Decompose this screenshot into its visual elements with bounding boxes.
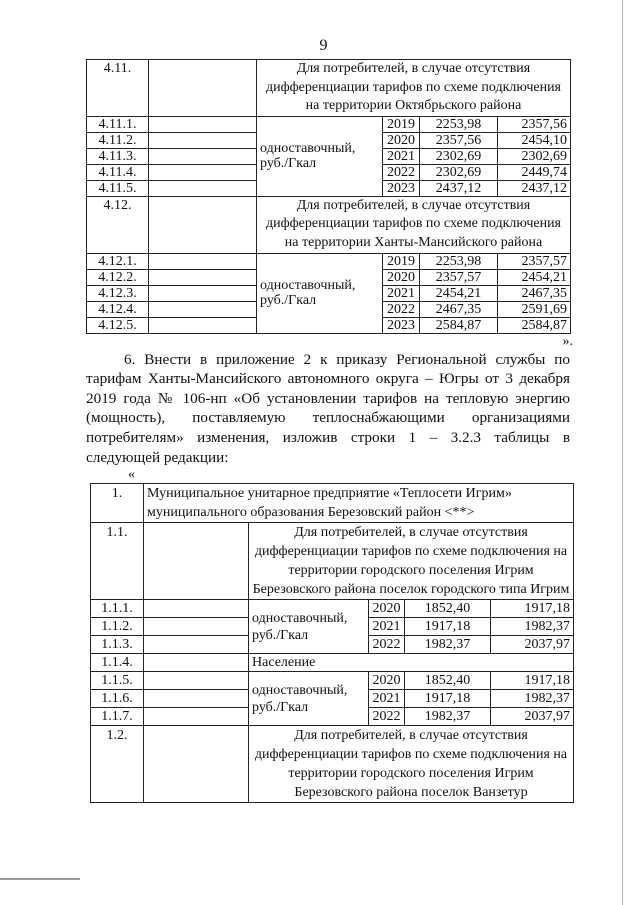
row-number: 4.11.4.	[87, 164, 149, 180]
section-number: 4.11.	[87, 60, 149, 117]
row-number: 4.11.2.	[87, 132, 149, 148]
value-second-half: 2437,12	[498, 180, 571, 196]
scan-edge-bottom	[0, 878, 80, 880]
section-title: Для потребителей, в случае отсутствия дифференциации тарифов по схеме подключения на территории городского поселения Игрим Березовского района поселок городского типа Игрим	[249, 523, 574, 600]
row-number: 4.12.1.	[87, 253, 149, 269]
value-second-half: 2454,10	[498, 132, 571, 148]
amendment-paragraph: 6. Внести в приложение 2 к приказу Региональной службы по тарифам Ханты-Мансийского автономного округа – Югры от 3 декабря 2019 года № 106-нп «Об установлении тарифов на тепловую энергию (мощность), поставляемую теплоснабжающими организациями потребителям» изменения, изложив строки 1 – 3.2.3 таблицы в следующей редакции:	[86, 350, 570, 466]
row-number: 1.1.4.	[91, 654, 144, 672]
org-name: Муниципальное унитарное предприятие «Теплосети Игрим» муниципального образования Березовский район <**>	[144, 484, 574, 523]
empty-cell	[149, 196, 257, 253]
year-cell: 2021	[383, 148, 420, 164]
row-number: 1.1.2.	[91, 618, 144, 636]
value-second-half: 2584,87	[498, 317, 571, 333]
value-second-half: 1917,18	[491, 600, 574, 618]
year-cell: 2022	[369, 636, 405, 654]
year-cell: 2021	[383, 285, 420, 301]
year-cell: 2023	[383, 180, 420, 196]
empty-cell	[144, 600, 249, 618]
year-cell: 2022	[383, 301, 420, 317]
tariff-table-1	[86, 59, 571, 334]
year-cell: 2020	[369, 600, 405, 618]
scan-edge	[622, 0, 623, 905]
empty-cell	[149, 148, 257, 164]
empty-cell	[144, 726, 249, 803]
table-row	[91, 654, 574, 672]
row-number: 4.11.1.	[87, 116, 149, 132]
value-first-half: 1982,37	[405, 636, 491, 654]
year-cell: 2019	[383, 253, 420, 269]
document-body	[86, 36, 573, 803]
table-row	[87, 196, 571, 253]
value-first-half: 2454,21	[420, 285, 498, 301]
empty-cell	[149, 180, 257, 196]
row-number: 1.1.6.	[91, 690, 144, 708]
value-first-half: 2584,87	[420, 317, 498, 333]
empty-cell	[149, 164, 257, 180]
empty-cell	[149, 253, 257, 269]
value-first-half: 1852,40	[405, 672, 491, 690]
table-row	[87, 60, 571, 117]
unit-cell: одноставочный, руб./Гкал	[249, 672, 369, 726]
value-first-half: 1917,18	[405, 690, 491, 708]
year-cell: 2022	[369, 708, 405, 726]
year-cell: 2019	[383, 116, 420, 132]
unit-cell: одноставочный, руб./Гкал	[257, 116, 383, 196]
year-cell: 2022	[383, 164, 420, 180]
section-number: 1.1.	[91, 523, 144, 600]
empty-cell	[149, 60, 257, 117]
empty-cell	[149, 132, 257, 148]
row-number: 1.1.3.	[91, 636, 144, 654]
empty-cell	[144, 523, 249, 600]
year-cell: 2021	[369, 690, 405, 708]
empty-cell	[144, 690, 249, 708]
table-row	[87, 116, 571, 132]
table-row	[91, 523, 574, 600]
value-first-half: 2357,57	[420, 269, 498, 285]
year-cell: 2021	[369, 618, 405, 636]
population-label: Население	[249, 654, 574, 672]
value-first-half: 2302,69	[420, 148, 498, 164]
value-first-half: 2302,69	[420, 164, 498, 180]
table-row	[91, 600, 574, 618]
unit-cell: одноставочный, руб./Гкал	[249, 600, 369, 654]
year-cell: 2020	[369, 672, 405, 690]
empty-cell	[144, 654, 249, 672]
empty-cell	[149, 269, 257, 285]
page-number: 9	[319, 37, 328, 54]
opening-quote: «	[128, 467, 135, 483]
value-first-half: 2437,12	[420, 180, 498, 196]
section-title: Для потребителей, в случае отсутствия дифференциации тарифов по схеме подключения на территории Ханты-Мансийского района	[257, 196, 571, 253]
value-second-half: 2357,56	[498, 116, 571, 132]
value-second-half: 2302,69	[498, 148, 571, 164]
value-second-half: 2454,21	[498, 269, 571, 285]
row-number: 4.12.3.	[87, 285, 149, 301]
row-number: 4.11.5.	[87, 180, 149, 196]
closing-quote: ».	[562, 333, 573, 349]
value-second-half: 2357,57	[498, 253, 571, 269]
value-second-half: 2037,97	[491, 708, 574, 726]
table-row	[91, 484, 574, 523]
value-second-half: 2037,97	[491, 636, 574, 654]
value-first-half: 2357,56	[420, 132, 498, 148]
row-number: 4.12.2.	[87, 269, 149, 285]
year-cell: 2020	[383, 269, 420, 285]
empty-cell	[149, 285, 257, 301]
row-number: 1.1.7.	[91, 708, 144, 726]
year-cell: 2020	[383, 132, 420, 148]
value-second-half: 2467,35	[498, 285, 571, 301]
row-number: 4.11.3.	[87, 148, 149, 164]
row-number: 1.1.5.	[91, 672, 144, 690]
empty-cell	[144, 636, 249, 654]
value-first-half: 1982,37	[405, 708, 491, 726]
section-number: 1.2.	[91, 726, 144, 803]
value-second-half: 2449,74	[498, 164, 571, 180]
empty-cell	[149, 301, 257, 317]
value-first-half: 2467,35	[420, 301, 498, 317]
tariff-table-2	[90, 483, 574, 803]
section-number: 4.12.	[87, 196, 149, 253]
value-first-half: 2253,98	[420, 253, 498, 269]
section-title: Для потребителей, в случае отсутствия дифференциации тарифов по схеме подключения на территории Октябрьского района	[257, 60, 571, 117]
section-title: Для потребителей, в случае отсутствия дифференциации тарифов по схеме подключения на территории городского поселения Игрим Березовского района поселок Ванзетур	[249, 726, 574, 803]
empty-cell	[144, 708, 249, 726]
empty-cell	[144, 672, 249, 690]
year-cell: 2023	[383, 317, 420, 333]
table-row	[91, 672, 574, 690]
empty-cell	[144, 618, 249, 636]
row-number: 1.1.1.	[91, 600, 144, 618]
unit-cell: одноставочный, руб./Гкал	[257, 253, 383, 333]
value-first-half: 2253,98	[420, 116, 498, 132]
empty-cell	[149, 116, 257, 132]
value-second-half: 1917,18	[491, 672, 574, 690]
value-second-half: 2591,69	[498, 301, 571, 317]
value-second-half: 1982,37	[491, 618, 574, 636]
value-first-half: 1917,18	[405, 618, 491, 636]
table-row	[87, 253, 571, 269]
table-row	[91, 726, 574, 803]
org-number: 1.	[91, 484, 144, 523]
row-number: 4.12.4.	[87, 301, 149, 317]
row-number: 4.12.5.	[87, 317, 149, 333]
value-first-half: 1852,40	[405, 600, 491, 618]
value-second-half: 1982,37	[491, 690, 574, 708]
empty-cell	[149, 317, 257, 333]
